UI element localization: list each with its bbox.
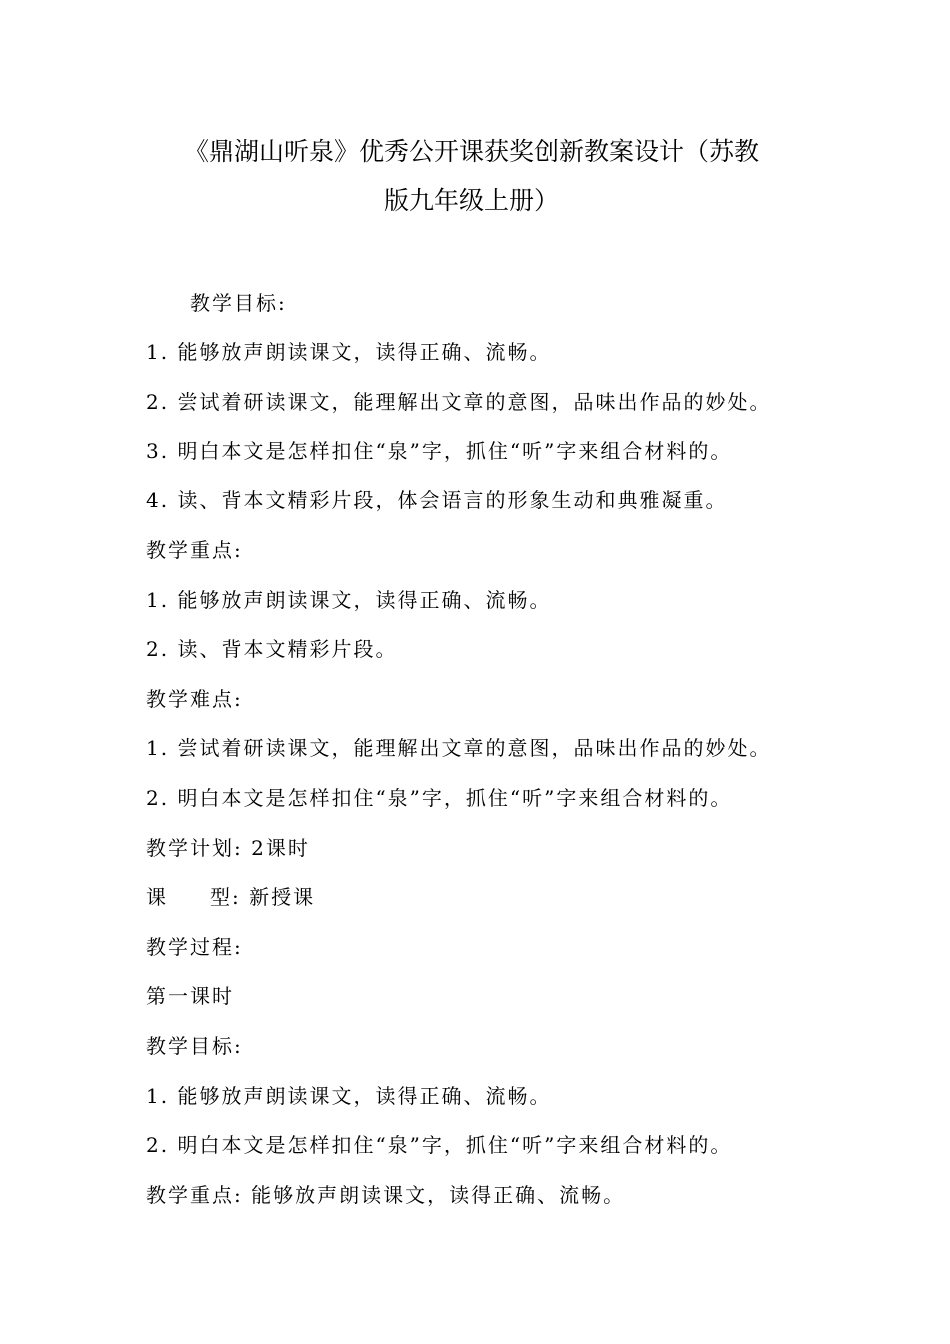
lesson-type-label-a: 课 [146, 885, 168, 909]
lesson-type [146, 884, 315, 910]
goal-item-2: 2. 尝试着研读课文，能理解出文章的意图，品味出作品的妙处。 [146, 390, 772, 414]
goal-item-1: 1. 能够放声朗读课文，读得正确、流畅。 [146, 340, 552, 364]
heading-difficulties: 教学难点: [146, 687, 243, 711]
heading-teaching-goals: 教学目标: [190, 291, 287, 315]
difficulty-item-1: 1. 尝试着研读课文，能理解出文章的意图，品味出作品的妙处。 [146, 736, 772, 760]
document-title-line-2: 版九年级上册） [384, 186, 560, 215]
document-title-line-1: 《鼎湖山听泉》优秀公开课获奖创新教案设计（苏教 [184, 137, 760, 166]
key-point-item-1: 1. 能够放声朗读课文，读得正确、流畅。 [146, 588, 552, 612]
teaching-plan: 教学计划: 2课时 [146, 836, 310, 860]
first-lesson-goal-1: 1. 能够放声朗读课文，读得正确、流畅。 [146, 1084, 552, 1108]
heading-first-lesson-goals: 教学目标: [146, 1034, 243, 1058]
goal-item-4: 4. 读、背本文精彩片段，体会语言的形象生动和典雅凝重。 [146, 488, 728, 512]
key-point-item-2: 2. 读、背本文精彩片段。 [146, 637, 398, 661]
goal-item-3: 3. 明白本文是怎样扣住“泉”字，抓住“听”字来组合材料的。 [146, 439, 733, 463]
heading-first-lesson: 第一课时 [146, 984, 234, 1008]
first-lesson-goal-2: 2. 明白本文是怎样扣住“泉”字，抓住“听”字来组合材料的。 [146, 1133, 733, 1157]
difficulty-item-2: 2. 明白本文是怎样扣住“泉”字，抓住“听”字来组合材料的。 [146, 786, 733, 810]
lesson-type-label-b: 型: [210, 885, 241, 909]
lesson-type-value: 新授课 [249, 885, 316, 909]
first-lesson-key-point: 教学重点: 能够放声朗读课文，读得正确、流畅。 [146, 1183, 626, 1207]
heading-process: 教学过程: [146, 935, 243, 959]
heading-key-points: 教学重点: [146, 538, 243, 562]
